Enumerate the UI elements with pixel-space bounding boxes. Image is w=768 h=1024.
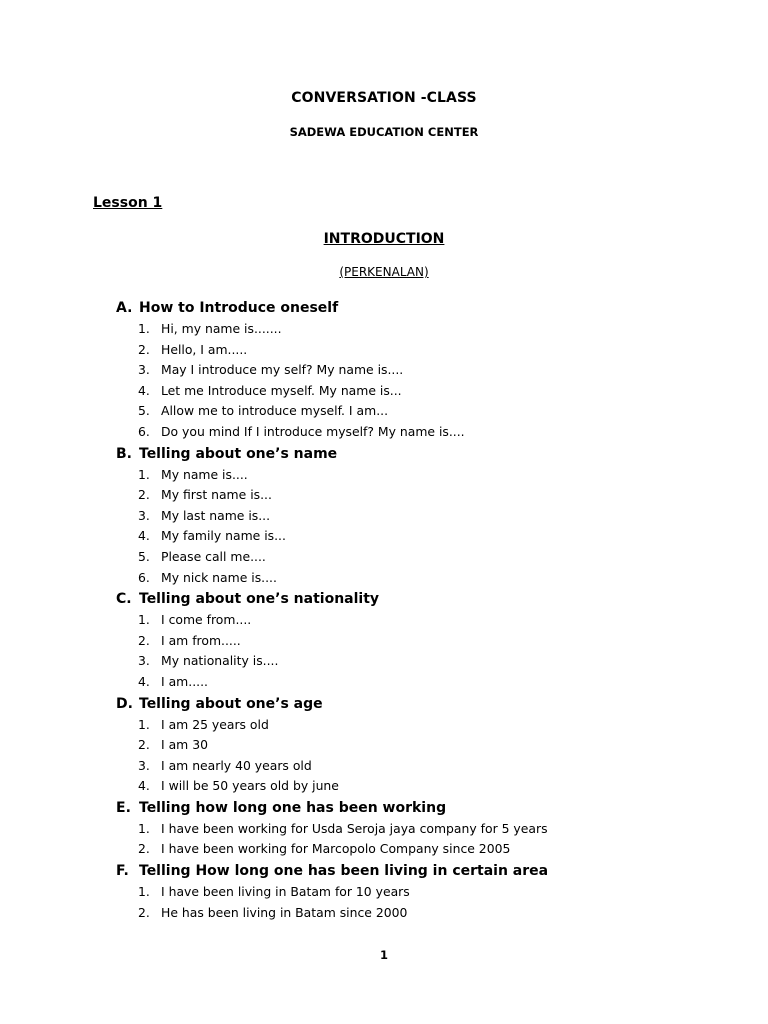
list-item-number: 2. (138, 904, 150, 920)
list-item-text: I am 30 (161, 737, 208, 753)
section-letter: A. (116, 300, 133, 316)
document-title: CONVERSATION -CLASS (291, 90, 477, 106)
list-item (116, 506, 736, 527)
list-item (116, 465, 736, 486)
section (116, 693, 736, 797)
list-item (116, 715, 736, 736)
list-item-number: 2. (138, 341, 150, 357)
section (116, 860, 736, 923)
list-item-number: 1. (138, 466, 150, 482)
list-item-number: 2. (138, 737, 150, 753)
list-item-number: 3. (138, 507, 150, 523)
list-item-text: I am nearly 40 years old (161, 757, 312, 773)
section-title (116, 297, 736, 319)
list-item (116, 631, 736, 652)
section (116, 443, 736, 589)
list-item-text: Allow me to introduce myself. I am... (161, 403, 389, 419)
section-heading: INTRODUCTION (323, 231, 445, 247)
list-item-text: He has been living in Batam since 2000 (161, 904, 408, 920)
phrase-list (116, 610, 736, 692)
list-item-text: I will be 50 years old by june (161, 778, 339, 794)
section-letter: C. (116, 591, 132, 608)
list-item (116, 319, 736, 340)
section-title (116, 588, 736, 610)
list-item-number: 2. (138, 632, 150, 648)
list-item (116, 401, 736, 422)
list-item (116, 903, 736, 924)
list-item (116, 360, 736, 381)
list-item-number: 1. (138, 321, 150, 336)
list-item (116, 422, 736, 443)
section-title (116, 443, 736, 465)
list-item-text: I am from..... (161, 632, 241, 648)
phrase-list (116, 819, 736, 860)
list-item-number: 1. (138, 820, 150, 836)
list-item-number: 6. (138, 569, 150, 585)
phrase-list (116, 465, 736, 589)
section-title-text: Telling about one’s age (139, 695, 323, 712)
list-item (116, 735, 736, 756)
list-item-number: 5. (138, 548, 150, 564)
list-item-text: My nick name is.... (161, 569, 277, 585)
document-subtitle: SADEWA EDUCATION CENTER (289, 125, 479, 139)
section-letter: D. (116, 695, 133, 712)
list-item-text: Do you mind If I introduce myself? My name is.... (161, 423, 465, 439)
section-title (116, 860, 736, 882)
list-item-text: I have been working for Usda Seroja jaya company for 5 years (161, 820, 548, 836)
section (116, 797, 736, 860)
section-title-text: Telling about one’s name (139, 445, 338, 462)
list-item-text: Hello, I am..... (161, 341, 248, 357)
section-title-text: Telling how long one has been working (139, 799, 447, 816)
section-letter: B. (116, 445, 132, 462)
list-item (116, 651, 736, 672)
phrase-list (116, 882, 736, 923)
list-item-number: 5. (138, 403, 150, 419)
list-item (116, 526, 736, 547)
list-item (116, 568, 736, 589)
section (116, 588, 736, 692)
list-item-number: 1. (138, 884, 150, 900)
list-item-text: I am..... (161, 673, 208, 689)
page-number: 1 (379, 948, 388, 962)
section-title-text: Telling about one’s nationality (139, 591, 380, 608)
list-item-text: Please call me.... (161, 548, 266, 564)
list-item (116, 819, 736, 840)
list-item (116, 882, 736, 903)
list-item (116, 776, 736, 797)
section-heading-translation: (PERKENALAN) (339, 265, 429, 279)
list-item-text: I come from.... (161, 612, 252, 628)
list-item-text: My name is.... (161, 466, 248, 482)
section-title (116, 693, 736, 715)
list-item (116, 485, 736, 506)
list-item-number: 3. (138, 653, 150, 669)
section-title (116, 797, 736, 819)
list-item-number: 3. (138, 362, 150, 378)
list-item (116, 547, 736, 568)
list-item (116, 340, 736, 361)
list-item-text: May I introduce my self? My name is.... (161, 362, 404, 378)
list-item (116, 610, 736, 631)
phrase-list (116, 319, 736, 443)
list-item-number: 4. (138, 778, 150, 794)
list-item-number: 4. (138, 673, 150, 689)
list-item-number: 3. (138, 757, 150, 773)
sections-list (116, 297, 736, 923)
list-item-number: 4. (138, 528, 150, 544)
list-item-text: I am 25 years old (161, 716, 269, 732)
list-item-text: My nationality is.... (161, 653, 279, 669)
list-item-text: My first name is... (161, 487, 272, 503)
section-title-text: How to Introduce oneself (139, 300, 339, 316)
section-letter: E. (116, 799, 131, 816)
list-item-number: 2. (138, 487, 150, 503)
list-item-text: Let me Introduce myself. My name is... (161, 382, 402, 398)
list-item (116, 756, 736, 777)
section (116, 297, 736, 443)
list-item-number: 4. (138, 382, 150, 398)
list-item (116, 839, 736, 860)
list-item-text: My last name is... (161, 507, 271, 523)
list-item-text: Hi, my name is....... (161, 321, 282, 336)
lesson-label: Lesson 1 (93, 195, 163, 211)
list-item-number: 1. (138, 716, 150, 732)
section-letter: F. (116, 863, 129, 880)
list-item-text: I have been living in Batam for 10 years (161, 884, 410, 900)
list-item-text: I have been working for Marcopolo Company since 2005 (161, 841, 511, 857)
list-item (116, 381, 736, 402)
section-title-text: Telling How long one has been living in certain area (139, 863, 549, 880)
list-item-number: 6. (138, 423, 150, 439)
list-item (116, 672, 736, 693)
list-item-number: 1. (138, 612, 150, 628)
list-item-number: 2. (138, 841, 150, 857)
list-item-text: My family name is... (161, 528, 286, 544)
phrase-list (116, 715, 736, 797)
